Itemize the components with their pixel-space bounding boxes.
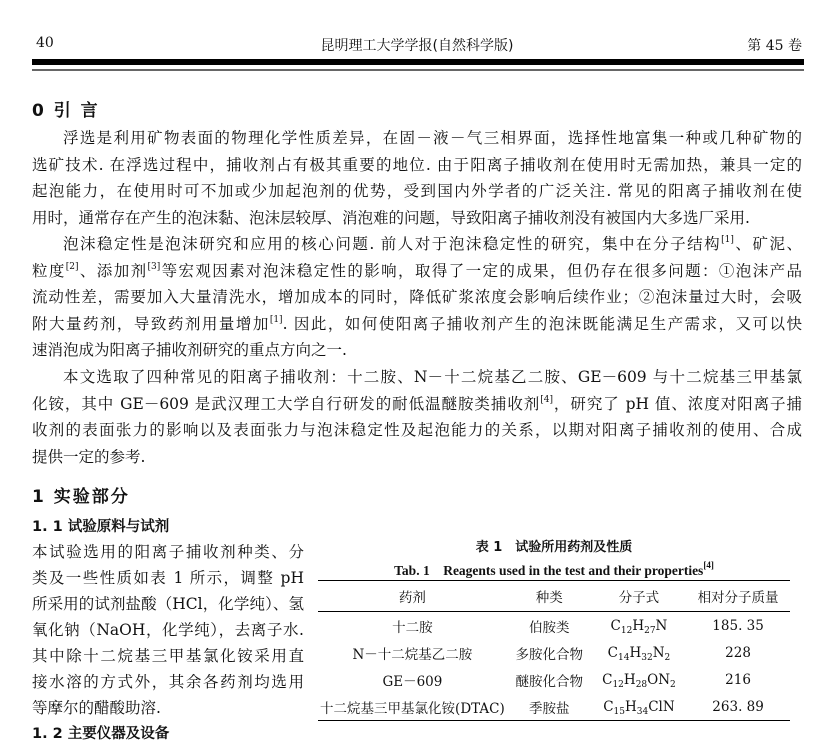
col-header-reagent: 药剂 (398, 590, 426, 606)
text-line: 起泡能力，在使用时可不加或少加起泡剂的优势，受到国内外学者的广泛关注. 常见的阳离子捕收剂在使 (32, 182, 802, 200)
cell-type: 多胺化合物 (515, 646, 584, 663)
text-line: 选矿技术. 在浮选过程中，捕收剂占有极其重要的地位. 由于阳离子捕收剂在使用时无需加热，兼具一定的 (32, 155, 802, 174)
section-heading-experiment: 1 实验部分 (32, 487, 130, 507)
text-segment: C (602, 671, 613, 688)
cell-type: 醚胺化合物 (515, 673, 584, 690)
citation: [1] (269, 314, 283, 325)
table-row (318, 612, 790, 640)
subscript: 28 (635, 679, 648, 690)
intro-paragraph-1 (32, 125, 802, 231)
cell-formula (592, 639, 686, 666)
citation: [1] (721, 235, 734, 245)
cell-type: 伯胺类 (529, 619, 570, 636)
text-segment: ON (647, 671, 671, 688)
text-line: 速消泡成为阳离子捕收剂研究的重点方向之一. (32, 341, 347, 359)
intro-paragraph-3 (32, 364, 802, 470)
text-segment: H (624, 698, 637, 715)
cell-reagent: N－十二烷基乙二胺 (352, 646, 473, 663)
volume-label: 第 45 卷 (747, 38, 802, 54)
subscript: 12 (620, 625, 633, 636)
intro-paragraph-2 (32, 231, 802, 364)
cell-reagent: GE－609 (382, 673, 443, 690)
text-segment: 、添加剂 (78, 261, 148, 280)
cell-mw: 263. 89 (712, 698, 764, 715)
citation: [3] (147, 261, 161, 272)
text-segment: 、矿泥、 (733, 235, 802, 253)
table-row (318, 639, 790, 666)
reagents-table (318, 580, 790, 721)
citation: [4] (540, 394, 553, 405)
text-line: 用时，通常存在产生的泡沫黏、泡沫层较厚、消泡难的问题，导致阳离子捕收剂没有被国内大多选厂采用. (32, 208, 750, 227)
text-line: 其中除十二烷基三甲基氯化铵采用直 (32, 647, 304, 665)
cell-mw: 185. 35 (712, 617, 764, 634)
text-line: 浮选是利用矿物表面的物理化学性质差异，在固－液－气三相界面，选择性地富集一种或几种矿物的 (63, 129, 802, 147)
text-segment: ClN (648, 698, 675, 715)
table-row (318, 666, 790, 693)
text-line: 本试验选用的阳离子捕收剂种类、分 (32, 543, 304, 561)
text-segment: H (632, 617, 645, 634)
table-caption-en (318, 559, 790, 579)
text-segment: 化铵，其中 GE－609 是武汉理工大学自行研发的耐低温醚胺类捕收剂 (32, 394, 541, 413)
cell-formula (592, 612, 686, 640)
subsection-heading-1-1: 1. 1 试验原料与试剂 (32, 519, 170, 535)
text-segment: 附大量药剂，导致药剂用量增加 (32, 314, 270, 333)
col-header-formula: 分子式 (618, 590, 660, 606)
text-segment: N (655, 617, 668, 634)
header-rule-thick (32, 59, 804, 65)
text-line: 类及一些性质如表 1 所示，调整 pH (32, 569, 304, 587)
text-line (32, 311, 802, 338)
text-segment: C (610, 617, 621, 634)
subscript: 15 (613, 706, 625, 717)
cell-formula (592, 666, 686, 693)
text-line (32, 391, 802, 418)
citation: [2] (65, 261, 79, 272)
col-header-mw: 相对分子质量 (697, 590, 779, 606)
subscript: 14 (618, 652, 630, 663)
text-segment: ，研究了 pH 值、浓度对阳离子捕 (552, 394, 802, 413)
journal-title: 昆明理工大学学报(自然科学版) (320, 38, 514, 54)
text-line: 流动性差，需要加入大量清洗水，增加成本的同时，降低矿浆浓度会影响后续作业；②泡沫量过大时，会吸 (32, 288, 802, 306)
text-segment: C (603, 698, 614, 715)
section-heading-intro: 0 引 言 (32, 101, 100, 121)
subscript: 27 (644, 625, 656, 636)
cell-type: 季胺盐 (529, 700, 570, 717)
text-line: 收剂的表面张力的影响以及表面张力与泡沫稳定性及起泡能力的关系，以期对阳离子捕收剂的使用、合成 (32, 421, 802, 439)
subscript: 34 (636, 706, 649, 717)
text-segment: . 因此，如何使阳离子捕收剂产生的泡沫既能满足生产需求，又可以快 (282, 314, 802, 333)
subsection-1-1-body (32, 539, 304, 721)
col-header-type: 种类 (535, 590, 563, 606)
running-header (32, 35, 802, 55)
text-segment: H (623, 671, 636, 688)
subscript: 32 (641, 652, 653, 663)
text-segment: C (607, 644, 618, 661)
page-number: 40 (36, 35, 54, 51)
text-lines (32, 539, 304, 721)
caption-citation: [4] (703, 560, 714, 570)
cell-mw: 228 (725, 644, 751, 661)
text-segment: H (629, 644, 642, 661)
text-segment: N (652, 644, 665, 661)
subsection-heading-1-2: 1. 2 主要仪器及设备 (32, 726, 170, 742)
header-rule-thin (32, 69, 804, 71)
text-line: 本文选取了四种常见的阳离子捕收剂：十二胺、N－十二烷基乙二胺、GE－609 与十二烷基三甲基氯 (63, 368, 802, 386)
text-segment: 等宏观因素对泡沫稳定性的影响，取得了一定的成果，但仍存在很多问题：①泡沫产品 (160, 261, 802, 280)
text-line: 接水溶的方式外，其余各药剂均选用 (32, 673, 304, 691)
text-line: 等摩尔的醋酸助溶. (32, 699, 161, 717)
cell-mw: 216 (725, 671, 751, 688)
cell-reagent: 十二烷基三甲基氯化铵(DTAC) (320, 700, 505, 717)
text-line (32, 231, 802, 258)
text-line: 提供一定的参考. (32, 447, 146, 466)
text-segment: 粒度 (32, 261, 66, 280)
table-row (318, 693, 790, 721)
text-segment: 泡沫稳定性是泡沫研究和应用的核心问题. 前人对于泡沫稳定性的研究，集中在分子结构 (63, 235, 722, 253)
text-line: 所采用的试剂盐酸（HCl，化学纯）、氢 (32, 595, 304, 613)
cell-reagent: 十二胺 (392, 619, 433, 636)
cell-formula (592, 693, 686, 721)
text-line (32, 258, 802, 285)
subscript: 2 (664, 652, 671, 663)
subscript: 12 (612, 679, 624, 690)
table-header-row (318, 581, 790, 612)
text-line: 氧化钠（NaOH，化学纯），去离子水. (32, 621, 304, 639)
caption-en-text: Tab. 1 Reagents used in the test and their properties (394, 563, 704, 578)
table-caption-cn: 表 1 试验所用药剂及性质 (475, 540, 633, 555)
subscript: 2 (670, 679, 676, 690)
